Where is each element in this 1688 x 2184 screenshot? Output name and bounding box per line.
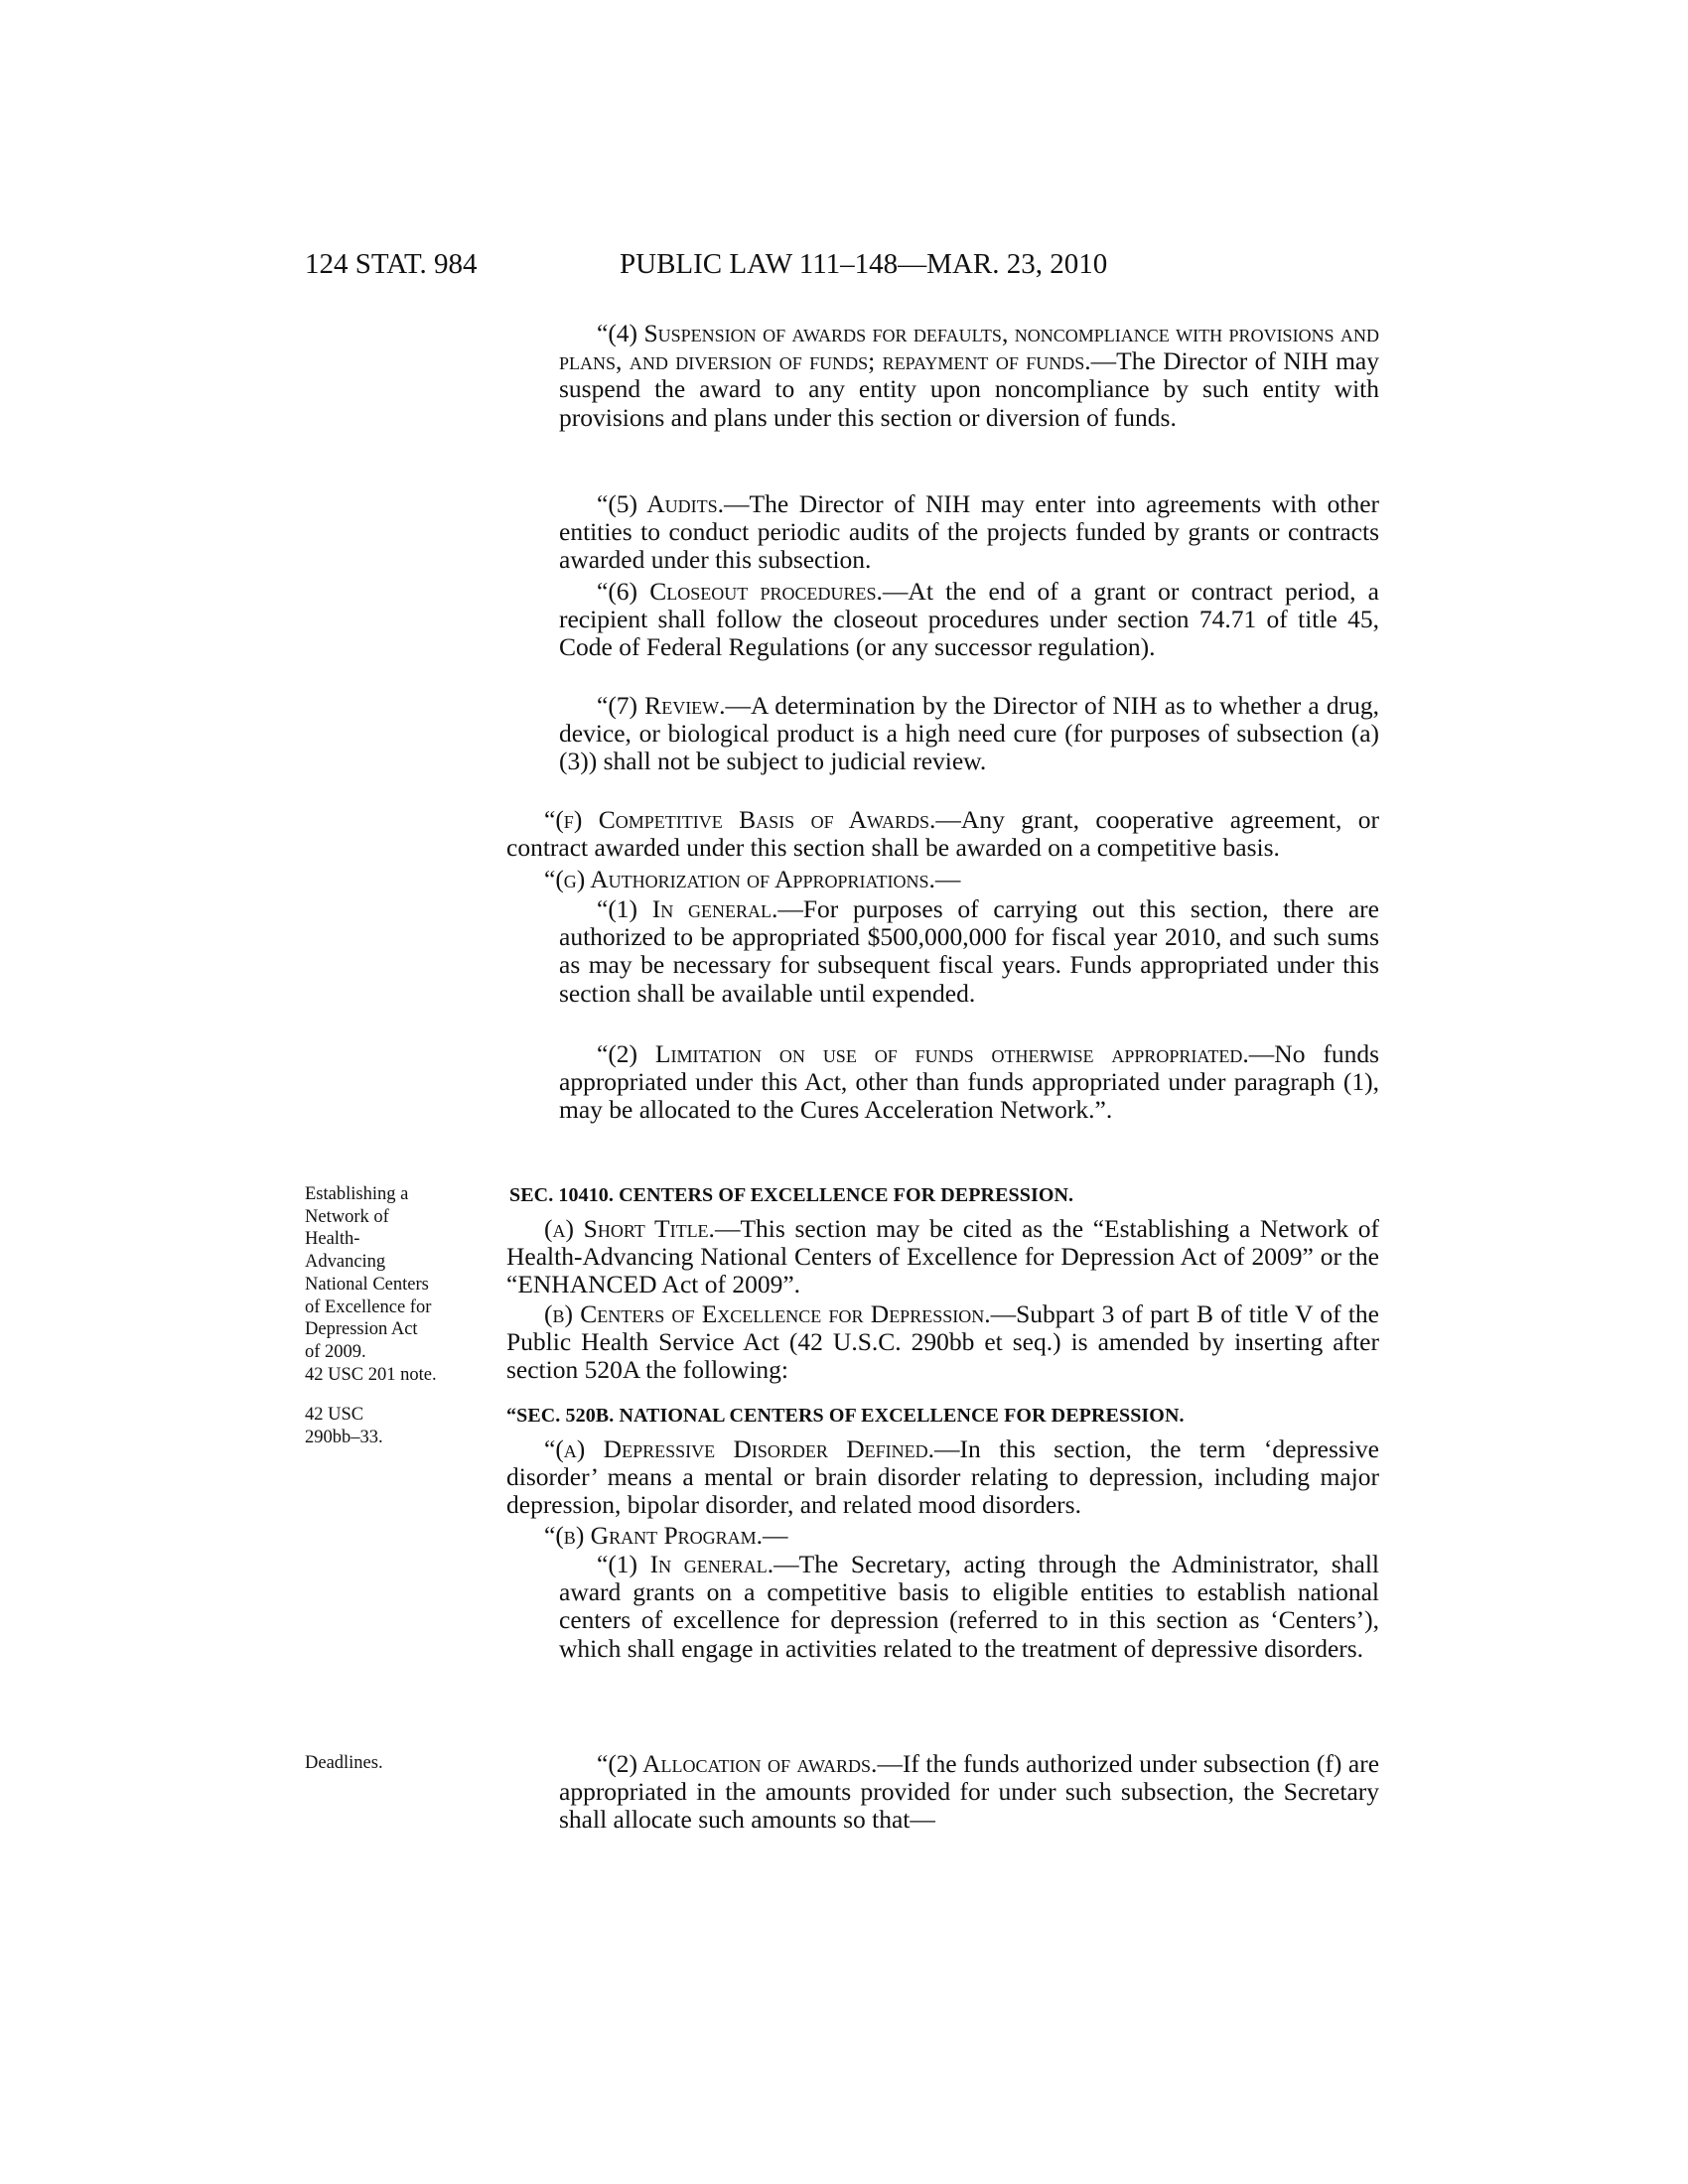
paragraph-4-suspension [559, 320, 1379, 432]
margin-note-line: Depression Act [305, 1319, 418, 1340]
margin-note-line: of Excellence for [305, 1297, 432, 1317]
page-header [0, 248, 1688, 288]
margin-note-line: Establishing a [305, 1184, 409, 1204]
margin-note-line: 290bb–33. [305, 1427, 383, 1447]
margin-note-deadlines [305, 1752, 489, 1775]
margin-note-line: National Centers [305, 1274, 429, 1295]
paragraph-5-audits [559, 490, 1379, 575]
paragraph-heading: “(f) Competitive Basis of Awards. [544, 805, 936, 834]
margin-note-line: Deadlines. [305, 1753, 383, 1773]
margin-note-line: of 2009. [305, 1341, 366, 1362]
paragraph-heading: “(6) Closeout procedures. [597, 577, 883, 606]
margin-note-line: Advancing [305, 1252, 386, 1273]
paragraph-text: —The Director of NIH may suspend the award to any entity upon noncompliance by such entity with provisions and plans under this section or diversion of funds. [559, 346, 1379, 432]
public-law-citation: PUBLIC LAW 111–148—MAR. 23, 2010 [620, 248, 1108, 280]
paragraph-heading: (b) Centers of Excellence for Depression. [544, 1299, 991, 1328]
paragraph-heading: “(g) Authorization of Appropriations. [544, 865, 935, 893]
paragraph-text: —Any grant, cooperative agreement, or contract awarded under this section shall be awarded on a competitive basis. [506, 805, 1379, 863]
section-520b-a-definition [506, 1435, 1379, 1520]
paragraph-heading: “(4) Suspension of awards for defaults, noncompliance with provisions and plans, and diversion of funds; repayment of funds. [559, 319, 1379, 376]
margin-note-line: 42 USC 201 note. [305, 1364, 437, 1385]
paragraph-heading: “(b) Grant Program. [544, 1521, 764, 1550]
margin-note-usc-citation [305, 1404, 489, 1448]
subsection-f-competitive-basis [506, 806, 1379, 862]
margin-note-enhanced-act [305, 1183, 489, 1386]
paragraph-g1-in-general [559, 895, 1379, 1008]
paragraph-text: —For purposes of carrying out this section, there are authorized to be appropriated $500,000,000 for fiscal year 2010, and such sums as may be necessary for subsequent fiscal years. Funds appropriated under this section shall be available until expended. [559, 894, 1379, 1008]
section-520b-b-grant-program [544, 1522, 1379, 1550]
margin-note-line: 42 USC [305, 1405, 364, 1425]
paragraph-text: —No funds appropriated under this Act, other than funds appropriated under paragraph (1), may be allocated to the Cures Acceleration Network.”. [559, 1039, 1379, 1125]
section-10410-a-short-title [506, 1215, 1379, 1299]
paragraph-7-review [559, 692, 1379, 776]
margin-note-line: Network of [305, 1206, 389, 1227]
paragraph-g2-limitation [559, 1040, 1379, 1125]
paragraph-text: —The Secretary, acting through the Administrator, shall award grants on a competitive basis to eligible entities to establish national centers of excellence for depression (referred to in this section as ‘Centers’), which shall engage in activities related to the treatment of depressive disorders. [559, 1550, 1379, 1663]
paragraph-heading: “(7) Review. [597, 691, 726, 720]
margin-note-line: Health- [305, 1229, 360, 1250]
paragraph-text: — [934, 865, 961, 893]
paragraph-heading: (a) Short Title. [544, 1214, 715, 1243]
paragraph-text: —Subpart 3 of part B of title V of the Public Health Service Act (42 U.S.C. 290bb et seq.) is amended by inserting after section 520A the following: [506, 1299, 1379, 1385]
paragraph-heading: “(2) Limitation on use of funds otherwise appropriated. [597, 1039, 1249, 1068]
paragraph-heading: “(5) Audits. [597, 489, 724, 518]
paragraph-text: —In this section, the term ‘depressive disorder’ means a mental or brain disorder relating to depression, including major depression, bipolar disorder, and related mood disorders. [506, 1434, 1379, 1520]
section-520b-b1-in-general [559, 1551, 1379, 1663]
stat-page-number: 124 STAT. 984 [305, 248, 478, 280]
paragraph-text: — [763, 1521, 788, 1550]
paragraph-text: —The Director of NIH may enter into agreements with other entities to conduct periodic audits of the projects funded by grants or contracts awarded under this subsection. [559, 489, 1379, 575]
section-10410-b-centers [506, 1300, 1379, 1385]
paragraph-text: —A determination by the Director of NIH as to whether a drug, device, or biological product is a high need cure (for purposes of subsection (a)(3)) shall not be subject to judicial review. [559, 691, 1379, 776]
paragraph-text: —This section may be cited as the “Establishing a Network of Health-Advancing National Centers of Excellence for Depression Act of 2009” or the “ENHANCED Act of 2009”. [506, 1214, 1379, 1299]
paragraph-heading: “(a) Depressive Disorder Defined. [544, 1434, 935, 1463]
section-520b-heading: “SEC. 520B. NATIONAL CENTERS OF EXCELLENCE FOR DEPRESSION. [506, 1405, 1185, 1427]
paragraph-text: —If the funds authorized under subsection (f) are appropriated in the amounts provided for under such subsection, the Secretary shall allocate such amounts so that— [559, 1749, 1380, 1835]
subsection-g-authorization [544, 866, 1379, 893]
paragraph-text: —At the end of a grant or contract period, a recipient shall follow the closeout procedures under section 74.71 of title 45, Code of Federal Regulations (or any successor regulation). [559, 577, 1379, 662]
paragraph-heading: “(1) In general. [597, 1550, 774, 1578]
section-520b-b2-allocation [559, 1750, 1379, 1835]
paragraph-heading: “(1) In general. [597, 894, 778, 923]
paragraph-6-closeout [559, 578, 1379, 662]
paragraph-heading: “(2) Allocation of awards. [597, 1749, 878, 1778]
section-10410-heading: SEC. 10410. CENTERS OF EXCELLENCE FOR DEPRESSION. [509, 1184, 1074, 1206]
